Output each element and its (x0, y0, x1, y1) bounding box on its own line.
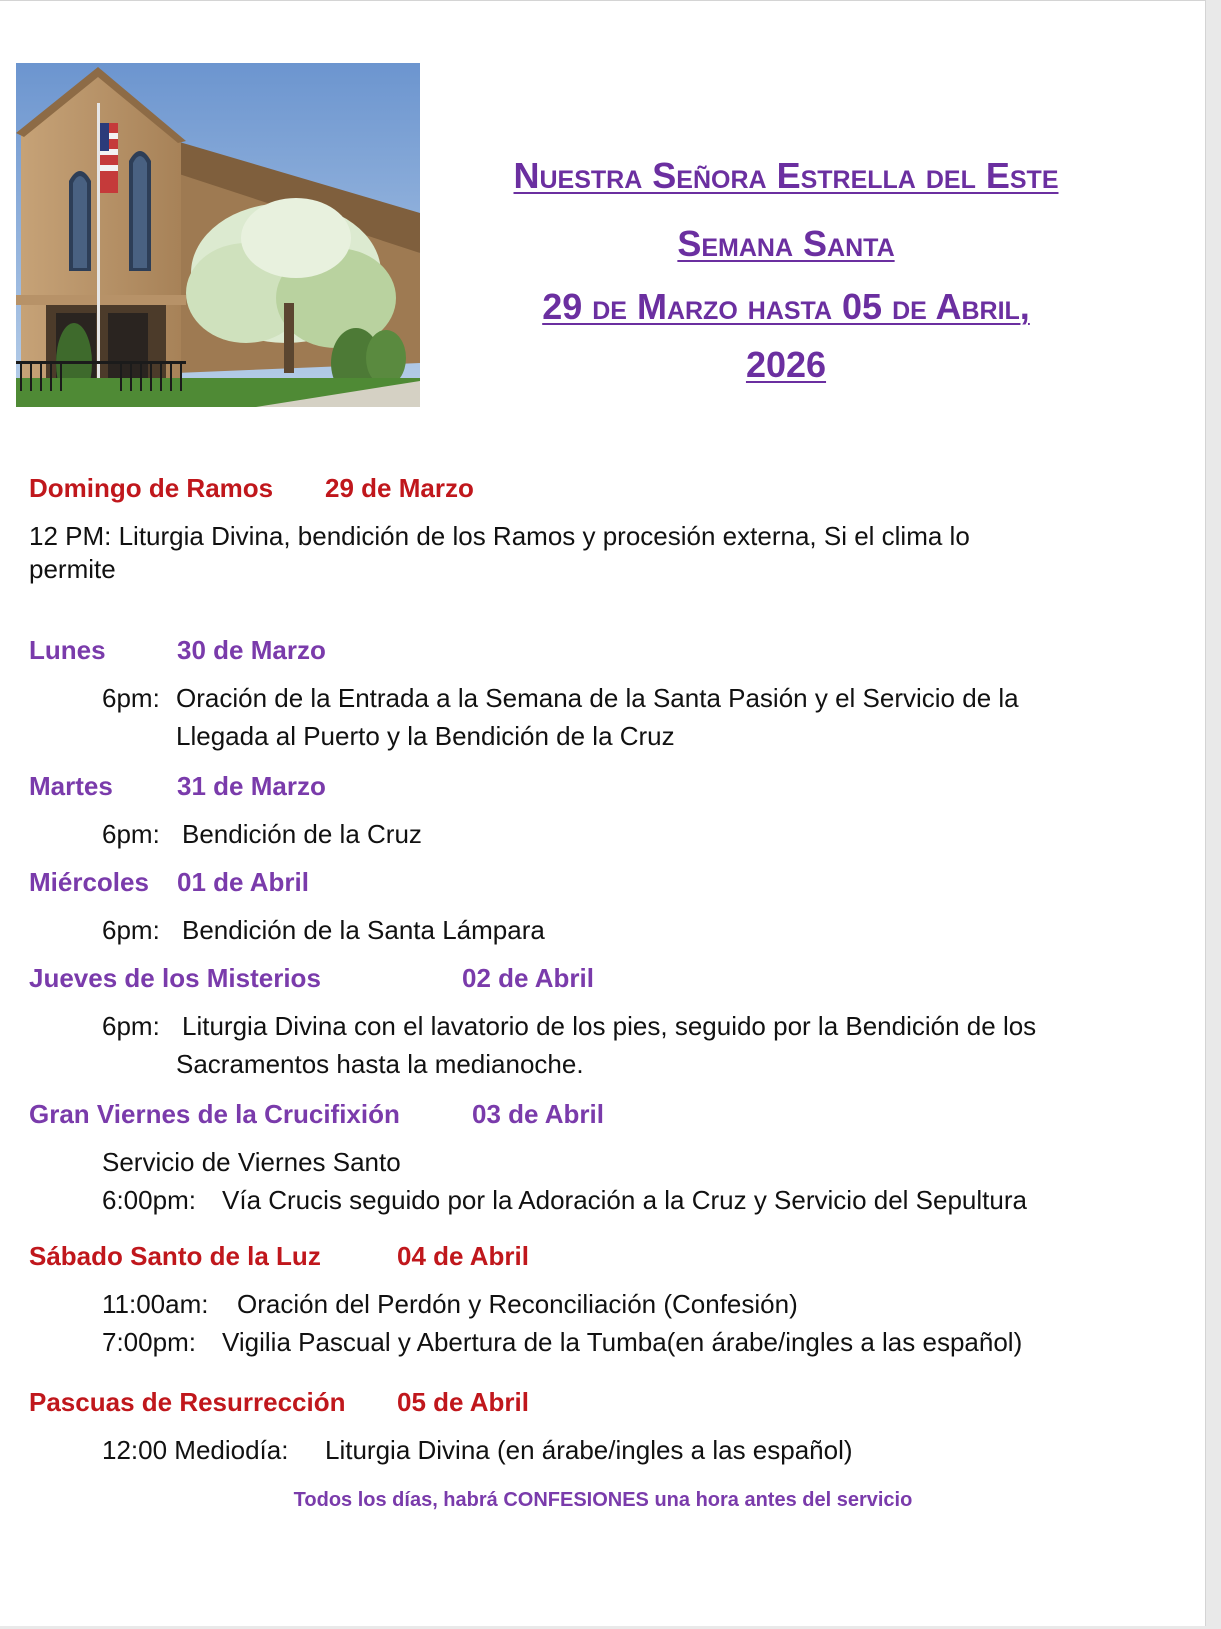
day-name: Martes (29, 771, 113, 801)
saturday-text-1: Oración del Perdón y Reconciliación (Confesión) (237, 1289, 798, 1319)
date-range: 29 de Marzo hasta 05 de Abril, (542, 286, 1030, 327)
confession-note: Todos los días, habrá CONFESIONES una hora antes del servicio (293, 1489, 913, 1511)
tuesday-time: 6pm: (102, 819, 160, 849)
day-heading-wednesday (29, 867, 309, 898)
day-name: Jueves de los Misterios (29, 963, 321, 993)
day-heading-saturday (29, 1241, 529, 1272)
year: 2026 (745, 344, 827, 385)
day-date: 05 de Abril (397, 1387, 529, 1417)
day-heading-thursday (29, 963, 594, 994)
day-heading-easter (29, 1387, 529, 1418)
day-date: 29 de Marzo (325, 473, 474, 503)
thursday-time: 6pm: (102, 1011, 160, 1041)
parish-name: Nuestra Señora Estrella del Este (513, 155, 1059, 196)
header-block (430, 141, 1142, 393)
friday-time: 6:00pm: (102, 1185, 196, 1215)
day-name: Sábado Santo de la Luz (29, 1241, 321, 1271)
day-date: 30 de Marzo (177, 635, 326, 665)
day-heading-friday (29, 1099, 604, 1130)
day-heading-tuesday (29, 771, 326, 802)
saturday-time-2: 7:00pm: (102, 1327, 196, 1357)
day-heading-monday (29, 635, 326, 666)
palm-sunday-text-1: 12 PM: Liturgia Divina, bendición de los Ramos y procesión externa, Si el clima lo (29, 521, 970, 551)
day-name: Domingo de Ramos (29, 473, 274, 503)
easter-time: 12:00 Mediodía: (102, 1435, 289, 1465)
friday-text-2: Vía Crucis seguido por la Adoración a la Cruz y Servicio del Sepultura (222, 1185, 1027, 1215)
day-date: 02 de Abril (462, 963, 594, 993)
palm-sunday-text-2: permite (29, 554, 116, 584)
day-name: Gran Viernes de la Crucifixión (29, 1099, 400, 1129)
monday-text-1: Oración de la Entrada a la Semana de la Santa Pasión y el Servicio de la (176, 683, 1019, 713)
saturday-text-2: Vigilia Pascual y Abertura de la Tumba(en árabe/ingles a las español) (222, 1327, 1023, 1357)
day-name: Pascuas de Resurrección (29, 1387, 346, 1417)
day-heading-palm-sunday (29, 473, 474, 504)
event-title: Semana Santa (677, 223, 895, 264)
day-date: 31 de Marzo (177, 771, 326, 801)
church-photo (16, 63, 420, 407)
monday-time: 6pm: (102, 683, 160, 713)
friday-text-1: Servicio de Viernes Santo (102, 1147, 401, 1177)
monday-text-2: Llegada al Puerto y la Bendición de la Cruz (176, 721, 675, 751)
tuesday-text: Bendición de la Cruz (182, 819, 422, 849)
thursday-text-1: Liturgia Divina con el lavatorio de los pies, seguido por la Bendición de los (182, 1011, 1037, 1041)
thursday-text-2: Sacramentos hasta la medianoche. (176, 1049, 584, 1079)
wednesday-time: 6pm: (102, 915, 160, 945)
day-name: Miércoles (29, 867, 149, 897)
saturday-time-1: 11:00am: (102, 1289, 209, 1319)
wednesday-text: Bendición de la Santa Lámpara (182, 915, 545, 945)
easter-text: Liturgia Divina (en árabe/ingles a las español) (325, 1435, 853, 1465)
day-name: Lunes (29, 635, 106, 665)
day-date: 01 de Abril (177, 867, 309, 897)
day-date: 04 de Abril (397, 1241, 529, 1271)
day-date: 03 de Abril (472, 1099, 604, 1129)
